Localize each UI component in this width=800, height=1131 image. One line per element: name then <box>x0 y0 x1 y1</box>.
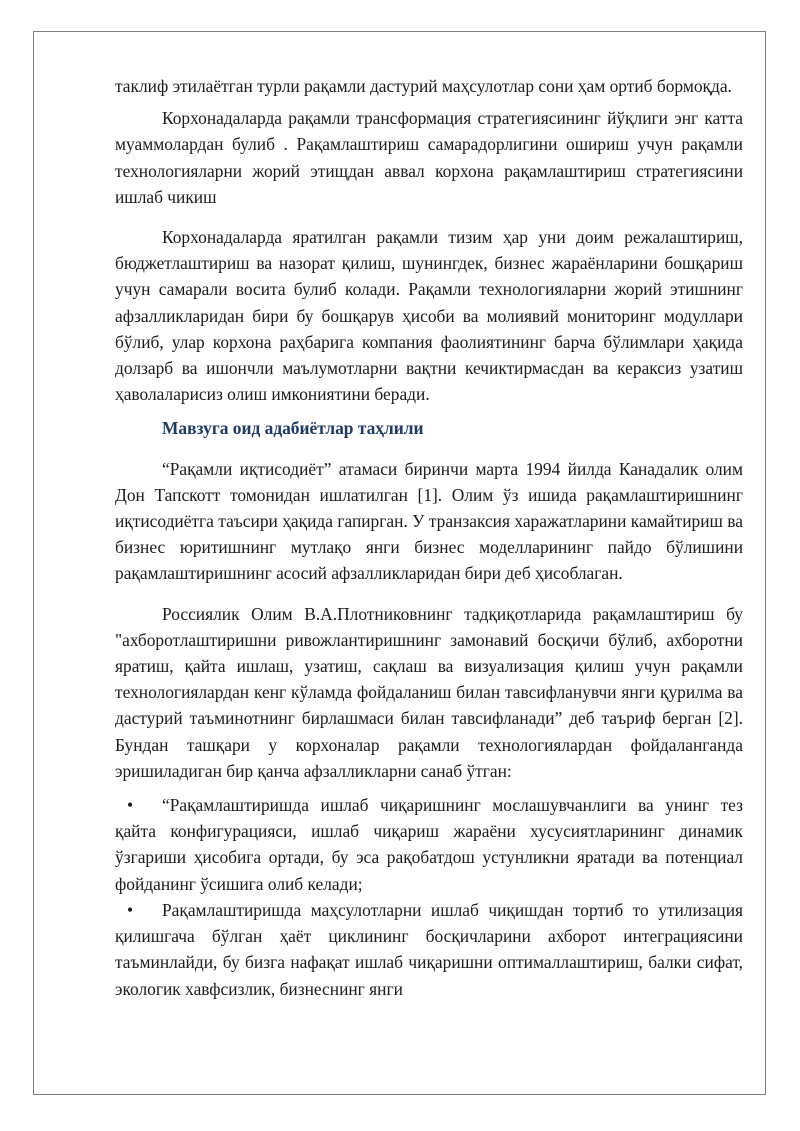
advantages-list <box>115 792 743 1002</box>
bullet-icon: • <box>127 795 134 816</box>
section-heading: Мавзуга оид адабиётлар таҳлили <box>162 418 424 439</box>
list-item <box>115 792 743 897</box>
list-item-text: “Рақамлаштиришда ишлаб чиқаришнинг мослашувчанлиги ва унинг тез қайта конфигурацияси, ишлаб чиқариш жараёни хусусиятларининг динамик ўзгариши ҳисобига ортади, бу эса рақобатдош устунликни яратади ва потенциал фойданинг ўсишига олиб келади; <box>115 795 743 894</box>
paragraph-strategy: Корхонадаларда рақамли трансформация стратегиясининг йўқлиги энг катта муаммолардан булиб . Рақамлаштириш самарадорлигини ошириш учун рақамли технологияларни жорий этищдан аввал корхона рақамлаштириш стратегиясини ишлаб чикиш <box>115 108 743 207</box>
paragraph-digital-system: Корхонадаларда яратилган рақамли тизим ҳар уни доим режалаштириш, бюджетлаштириш ва назорат қилиш, шунингдек, бизнес жараёнларини бошқариш учун самарали восита булиб колади. Рақамли технологияларни жорий этишнинг афзалликларидан бири бу бошқарув ҳисоби ва молиявий мониторинг модуллари бўлиб, улар корхона раҳбарига компания фаолиятининг барча бўлимлари ҳақида долзарб ва ишончли маълумотларни вақтни кечиктирмасдан ва кераксиз узатиш ҳаволаларисиз олиш имкониятини беради. <box>115 227 743 405</box>
list-item-text: Рақамлаштиришда маҳсулотларни ишлаб чиқишдан тортиб то утилизация қилишгача бўлган ҳаёт циклининг босқичларини ахборот интеграциясини таъминлайди, бу бизга нафақат ишлаб чиқаришни оптималлаштириш, балки сифат, экологик хавфсизлик, бизнеснинг янги <box>115 899 743 999</box>
bullet-icon: • <box>127 899 134 920</box>
document-body <box>115 73 743 1002</box>
paragraph-plotnikov: Россиялик Олим В.А.Плотниковнинг тадқиқотларида рақамлаштириш бу "ахборотлаштиришни ривожлантиришнинг замонавий босқичи бўлиб, ахборотни яратиш, қайта ишлаш, узатиш, сақлаш ва визуализация қилиш учун рақамли технологиялардан кенг кўламда фойдаланиш билан тавсифланувчи янги қурилма ва дастурий таъминотнинг бирлашмаси билан тавсифланади” деб таъриф берган [2]. Бундан ташқари у корхоналар рақамли технологиялардан фойдаланганда эришиладиган бир қанча афзалликларни санаб ўтган: <box>115 603 743 781</box>
paragraph-continuation: таклиф этилаётган турли рақамли дастурий маҳсулотлар сони ҳам ортиб бормоқда. <box>115 76 732 96</box>
list-item <box>115 897 743 1002</box>
paragraph-digital-economy: “Рақамли иқтисодиёт” атамаси биринчи марта 1994 йилда Канадалик олим Дон Тапскотт томонидан ишлатилган [1]. Олим ўз ишида рақамлаштиришнинг иқтисодиётга таъсири ҳақида гапирган. У транзаксия харажатларини камайтириш ва бизнес юритишнинг мутлақо янги бизнес моделларининг пайдо бўлишини рақамлаштиришнинг асосий афзалликларидан бири деб ҳисоблаган. <box>115 458 743 584</box>
